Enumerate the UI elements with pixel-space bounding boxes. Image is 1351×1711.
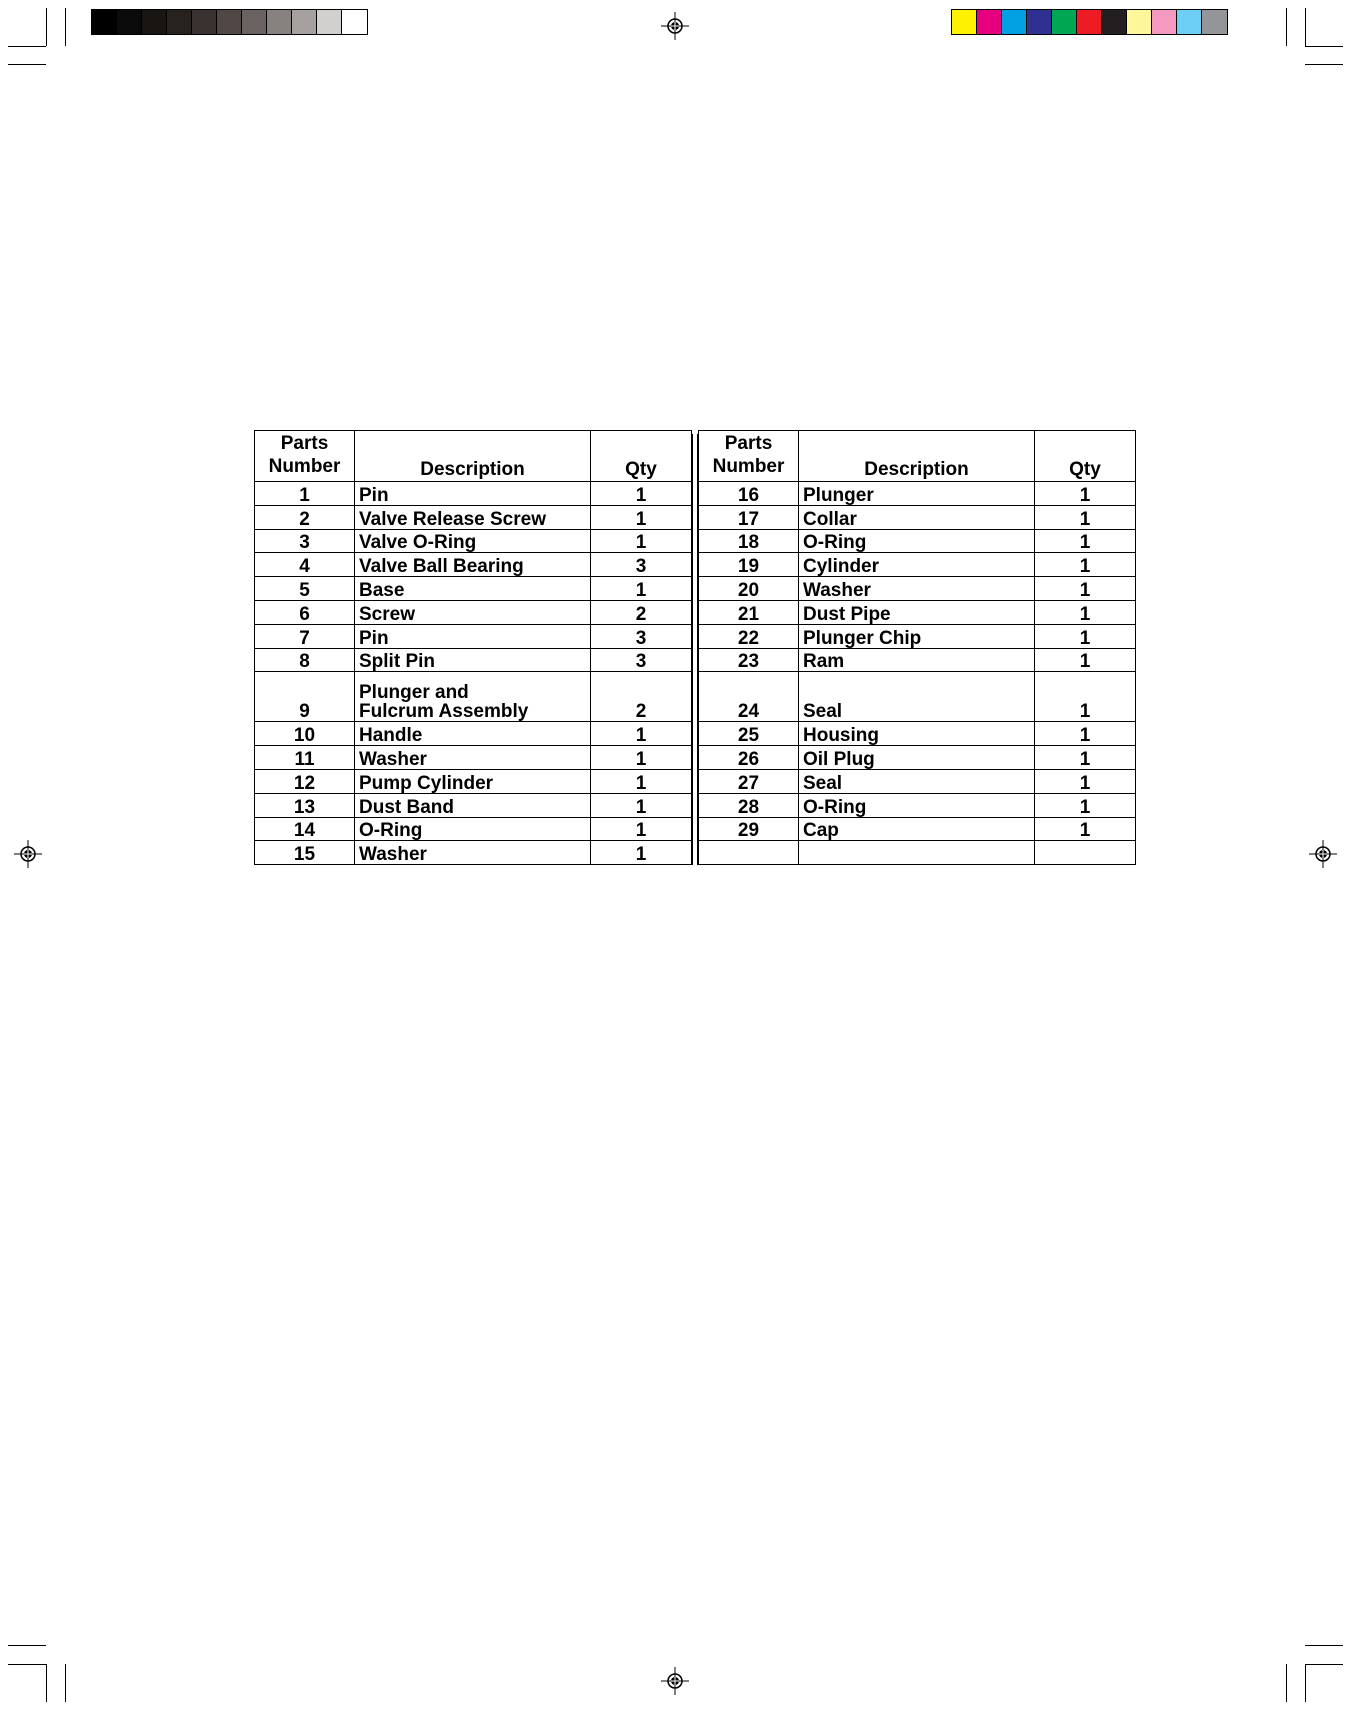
part-description-cell: Housing xyxy=(799,722,1035,746)
table-row xyxy=(255,672,692,722)
part-number-cell: 27 xyxy=(699,769,799,793)
part-number-cell: 28 xyxy=(699,793,799,817)
part-number-cell: 13 xyxy=(255,793,355,817)
color-swatch xyxy=(1027,10,1052,34)
part-qty-cell: 1 xyxy=(1035,505,1136,529)
color-swatch xyxy=(1002,10,1027,34)
crop-mark xyxy=(8,1645,46,1646)
part-number-cell: 21 xyxy=(699,600,799,624)
part-qty-cell: 1 xyxy=(1035,624,1136,648)
registration-mark-right-icon xyxy=(1309,840,1337,868)
part-number-cell: 5 xyxy=(255,577,355,601)
part-description-cell: Base xyxy=(355,577,591,601)
part-qty-cell: 1 xyxy=(1035,672,1136,722)
part-qty-cell: 1 xyxy=(591,817,692,841)
part-number-cell: 15 xyxy=(255,841,355,865)
table-row xyxy=(699,722,1136,746)
part-description-cell: Valve O-Ring xyxy=(355,529,591,553)
table-row xyxy=(255,746,692,770)
part-description-cell: Pump Cylinder xyxy=(355,769,591,793)
part-description-cell: Washer xyxy=(799,577,1035,601)
part-number-cell: 24 xyxy=(699,672,799,722)
header-parts-number-label: Parts Number xyxy=(268,432,341,478)
color-swatch xyxy=(1177,10,1202,34)
table-row xyxy=(699,648,1136,672)
registration-mark-left-icon xyxy=(14,840,42,868)
grayscale-color-bar xyxy=(91,9,368,35)
part-qty-cell: 1 xyxy=(591,793,692,817)
table-row xyxy=(255,600,692,624)
part-qty-cell: 1 xyxy=(591,577,692,601)
part-number-cell: 1 xyxy=(255,482,355,506)
color-swatch xyxy=(92,10,117,34)
part-qty-cell: 1 xyxy=(1035,553,1136,577)
part-qty-cell: 2 xyxy=(591,672,692,722)
color-swatch xyxy=(117,10,142,34)
color-swatch xyxy=(1102,10,1127,34)
parts-table-left xyxy=(254,430,692,865)
table-row xyxy=(699,746,1136,770)
table-row xyxy=(699,600,1136,624)
part-description-cell: Seal xyxy=(799,672,1035,722)
part-qty-cell: 1 xyxy=(1035,577,1136,601)
part-description-cell: Valve Release Screw xyxy=(355,505,591,529)
color-swatch xyxy=(267,10,292,34)
crop-mark xyxy=(65,1664,66,1702)
table-header-row xyxy=(699,431,1136,482)
part-qty-cell: 1 xyxy=(591,746,692,770)
header-qty: Qty xyxy=(591,431,692,482)
color-swatch xyxy=(1202,10,1227,34)
part-description-cell: Plunger and Fulcrum Assembly xyxy=(355,672,591,722)
header-description: Description xyxy=(355,431,591,482)
part-qty-cell: 1 xyxy=(1035,769,1136,793)
table-row xyxy=(255,722,692,746)
part-description-cell: Plunger xyxy=(799,482,1035,506)
part-number-cell: 12 xyxy=(255,769,355,793)
part-qty-cell: 1 xyxy=(591,722,692,746)
part-description-cell: Split Pin xyxy=(355,648,591,672)
registration-mark-bottom-icon xyxy=(661,1667,689,1695)
crop-mark xyxy=(46,1664,47,1702)
part-number-cell: 18 xyxy=(699,529,799,553)
part-description-cell: Washer xyxy=(355,746,591,770)
color-swatch xyxy=(167,10,192,34)
color-swatch xyxy=(952,10,977,34)
part-qty-cell: 1 xyxy=(591,841,692,865)
color-swatch xyxy=(217,10,242,34)
part-qty-cell: 1 xyxy=(591,482,692,506)
parts-list-table xyxy=(254,430,1136,865)
header-description: Description xyxy=(799,431,1035,482)
crop-mark xyxy=(46,8,47,46)
part-qty-cell: 1 xyxy=(591,769,692,793)
part-qty-cell: 1 xyxy=(1035,746,1136,770)
process-color-bar xyxy=(951,9,1228,35)
part-qty-cell: 1 xyxy=(1035,482,1136,506)
parts-table-right xyxy=(698,430,1136,865)
crop-mark xyxy=(1305,64,1343,65)
part-description-cell: Valve Ball Bearing xyxy=(355,553,591,577)
table-row xyxy=(699,841,1136,865)
part-number-cell: 26 xyxy=(699,746,799,770)
header-qty: Qty xyxy=(1035,431,1136,482)
part-qty-cell: 1 xyxy=(1035,600,1136,624)
color-swatch xyxy=(317,10,342,34)
part-number-cell: 19 xyxy=(699,553,799,577)
part-description-cell: Cylinder xyxy=(799,553,1035,577)
part-qty-cell: 1 xyxy=(1035,529,1136,553)
table-row xyxy=(255,505,692,529)
part-description-cell: O-Ring xyxy=(355,817,591,841)
table-row xyxy=(699,505,1136,529)
part-description-cell: Ram xyxy=(799,648,1035,672)
part-qty-cell: 1 xyxy=(1035,722,1136,746)
part-description-cell: Seal xyxy=(799,769,1035,793)
part-qty-cell: 1 xyxy=(591,529,692,553)
table-row xyxy=(699,672,1136,722)
part-number-cell: 7 xyxy=(255,624,355,648)
table-row xyxy=(699,553,1136,577)
table-row xyxy=(255,817,692,841)
part-number-cell: 17 xyxy=(699,505,799,529)
part-number-cell: 3 xyxy=(255,529,355,553)
crop-mark xyxy=(8,64,46,65)
crop-mark xyxy=(1286,1664,1287,1702)
part-number-cell: 16 xyxy=(699,482,799,506)
table-row xyxy=(699,529,1136,553)
crop-mark xyxy=(8,46,46,47)
header-parts-number-label: Parts Number xyxy=(712,432,785,478)
color-swatch xyxy=(1077,10,1102,34)
header-parts-number xyxy=(699,431,799,482)
part-description-cell xyxy=(799,841,1035,865)
part-number-cell: 20 xyxy=(699,577,799,601)
table-row xyxy=(699,817,1136,841)
registration-mark-top-icon xyxy=(661,12,689,40)
table-row xyxy=(699,577,1136,601)
table-header-row xyxy=(255,431,692,482)
table-row xyxy=(255,482,692,506)
color-swatch xyxy=(242,10,267,34)
part-description-cell: Collar xyxy=(799,505,1035,529)
part-qty-cell xyxy=(1035,841,1136,865)
crop-mark xyxy=(65,8,66,46)
table-row xyxy=(255,769,692,793)
color-swatch xyxy=(1052,10,1077,34)
crop-mark xyxy=(1305,1645,1343,1646)
part-number-cell: 14 xyxy=(255,817,355,841)
crop-mark xyxy=(1305,8,1306,46)
table-row xyxy=(699,482,1136,506)
color-swatch xyxy=(977,10,1002,34)
part-qty-cell: 1 xyxy=(1035,793,1136,817)
color-swatch xyxy=(292,10,317,34)
part-qty-cell: 1 xyxy=(591,505,692,529)
part-number-cell: 6 xyxy=(255,600,355,624)
part-number-cell: 25 xyxy=(699,722,799,746)
part-description-cell: Screw xyxy=(355,600,591,624)
part-number-cell: 29 xyxy=(699,817,799,841)
part-description-cell: Plunger Chip xyxy=(799,624,1035,648)
part-qty-cell: 1 xyxy=(1035,817,1136,841)
table-row xyxy=(255,648,692,672)
table-row xyxy=(255,553,692,577)
part-number-cell: 8 xyxy=(255,648,355,672)
part-qty-cell: 1 xyxy=(1035,648,1136,672)
part-qty-cell: 3 xyxy=(591,553,692,577)
crop-mark xyxy=(8,1664,46,1665)
color-swatch xyxy=(1127,10,1152,34)
part-qty-cell: 3 xyxy=(591,648,692,672)
part-number-cell: 9 xyxy=(255,672,355,722)
part-number-cell: 2 xyxy=(255,505,355,529)
part-description-cell: Oil Plug xyxy=(799,746,1035,770)
part-qty-cell: 3 xyxy=(591,624,692,648)
part-number-cell xyxy=(699,841,799,865)
crop-mark xyxy=(1305,46,1343,47)
part-description-cell: Pin xyxy=(355,482,591,506)
color-swatch xyxy=(192,10,217,34)
color-swatch xyxy=(142,10,167,34)
part-qty-cell: 2 xyxy=(591,600,692,624)
table-row xyxy=(699,769,1136,793)
table-row xyxy=(255,793,692,817)
table-row xyxy=(255,577,692,601)
part-description-cell: Washer xyxy=(355,841,591,865)
crop-mark xyxy=(1305,1664,1306,1702)
table-row xyxy=(699,624,1136,648)
part-number-cell: 22 xyxy=(699,624,799,648)
table-row xyxy=(255,529,692,553)
part-number-cell: 4 xyxy=(255,553,355,577)
part-description-cell: O-Ring xyxy=(799,793,1035,817)
part-description-cell: Cap xyxy=(799,817,1035,841)
color-swatch xyxy=(1152,10,1177,34)
crop-mark xyxy=(1305,1664,1343,1665)
part-description-cell: O-Ring xyxy=(799,529,1035,553)
part-number-cell: 23 xyxy=(699,648,799,672)
part-description-cell: Pin xyxy=(355,624,591,648)
table-row xyxy=(255,624,692,648)
color-swatch xyxy=(342,10,367,34)
table-row xyxy=(255,841,692,865)
part-description-cell: Handle xyxy=(355,722,591,746)
part-description-cell: Dust Band xyxy=(355,793,591,817)
crop-mark xyxy=(1286,8,1287,46)
table-row xyxy=(699,793,1136,817)
part-description-cell: Dust Pipe xyxy=(799,600,1035,624)
part-number-cell: 11 xyxy=(255,746,355,770)
part-number-cell: 10 xyxy=(255,722,355,746)
header-parts-number xyxy=(255,431,355,482)
